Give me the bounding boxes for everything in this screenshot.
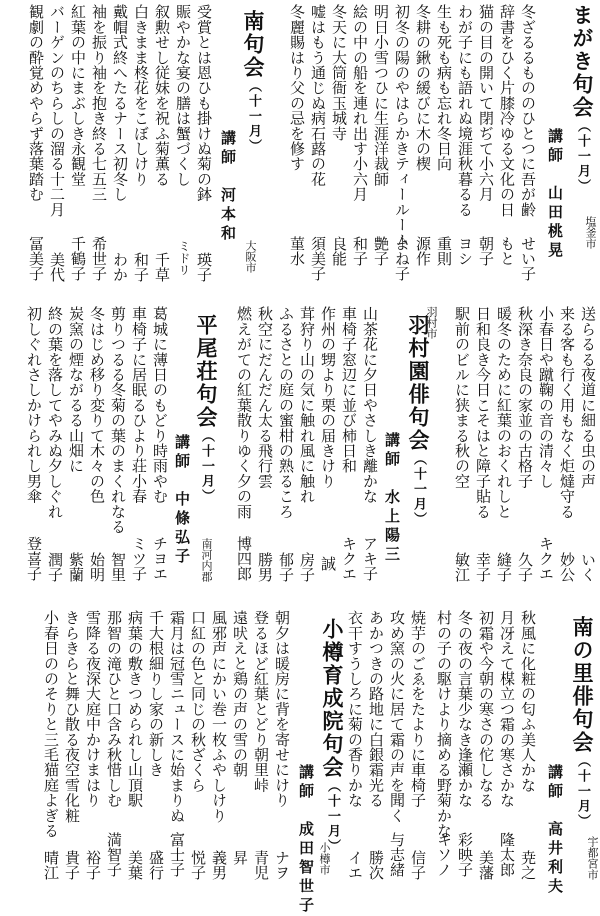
author-name: 重則 (435, 236, 453, 266)
author-name: 彩映子 (456, 832, 474, 877)
haiku-line: わが子にも語れぬ境涯秋暮るる (456, 4, 474, 217)
haiku-line: 衣干すうしろに菊の香りかな (346, 610, 364, 808)
author-name: 信子 (409, 850, 427, 880)
haiku-line: 遠吠えと鶏の声の雪の朝 (231, 610, 249, 778)
author-name: 敏江 (453, 552, 471, 582)
group-title: 羽村園俳句会（十一月） (406, 314, 430, 527)
author-name: ミドリ (177, 240, 191, 276)
haiku-line: 暖冬のために紅葉のおくれしと (495, 306, 513, 519)
haiku-line: 月冴えて楳立つ霜の寒さかな (498, 610, 516, 808)
group-title: 平尾荘句会（十一月） (194, 314, 218, 504)
haiku-line: 冬の夜の言葉少なき逢瀬かな (456, 610, 474, 808)
haiku-line: 猫の目の開いて閉ぢて小六月 (477, 4, 495, 202)
author-name: 昇 (231, 850, 249, 865)
haiku-line: 小春日や蹴鞠の音の清々し (537, 306, 555, 489)
haiku-line: 登るほど紅葉とどり朝里峠 (252, 610, 270, 793)
haiku-line: あかつきの路地に白銀霜光る (367, 610, 385, 808)
author-name: 裕子 (84, 850, 102, 880)
author-name: アキ子 (361, 536, 379, 581)
author-name: 幸子 (474, 552, 492, 582)
haiku-line: 冬麗賜はり父の忌を修す (288, 4, 306, 172)
haiku-line: 冬天に大筒衙玉城寺 (330, 4, 348, 141)
haiku-line: 小春日ののそりと三毛猫庭よぎる (42, 610, 60, 838)
haiku-line: 病葉の敷きつめられし山頂駅 (126, 610, 144, 808)
author-name: 妙公 (558, 552, 576, 582)
author-name: 盛行 (147, 850, 165, 880)
author-name: 和子 (351, 236, 369, 266)
haiku-line: 駅前のビルに狭まる秋の空 (453, 306, 471, 489)
author-name: わか (111, 252, 129, 282)
location: 大阪市 (244, 240, 257, 273)
haiku-line: 来る客も行く用もなく炬燵守る (558, 306, 576, 519)
author-name: 与志緒 (388, 832, 406, 877)
group-title: 小樽育成院句会（十一月） (320, 618, 344, 854)
author-name: 紫蘭 (67, 552, 85, 582)
haiku-line: 秋空にだんだん太る飛行雲 (256, 306, 274, 489)
haiku-line: 冬ざるるもののひとつに吾が齢 (519, 4, 537, 217)
author-name: 隆太郎 (498, 832, 516, 877)
location: 塩釜市 (584, 216, 597, 249)
haiku-line: 明日小雪つひに生涯洋裁師 (372, 4, 390, 187)
haiku-line: 作州の甥より栗の届きけり (319, 306, 337, 489)
author-name: 富士子 (168, 832, 186, 877)
author-name: 良能 (330, 236, 348, 266)
haiku-line: 風邪声にかい巻一枚ふやしけり (210, 610, 228, 823)
author-name: 千草 (153, 252, 171, 282)
haiku-line: 冬耕の鍬の緩びに木の楔 (414, 4, 432, 172)
haiku-line: 終の葉を落してやみぬ夕しぐれ (46, 306, 64, 519)
author-name: 房子 (298, 552, 316, 582)
author-name: 満智子 (105, 832, 123, 877)
author-name: キクエ (537, 536, 555, 581)
haiku-line: 村の子の駆けより摘める野菊かな (435, 610, 453, 838)
author-name: 源作 (414, 236, 432, 266)
author-name: よね子 (393, 236, 411, 281)
band-2 (0, 306, 600, 598)
haiku-line: 燃えがての紅葉散りゆく夕の雨 (235, 306, 253, 519)
haiku-line: 戴帽式終へたるナース初冬し (111, 4, 129, 202)
haiku-line: 攻め窯の火に居て霜の声を聞く (388, 610, 406, 823)
author-name: チヨエ (151, 536, 169, 581)
haiku-line: 千大根細りし家の新しき (147, 610, 165, 778)
haiku-line: 送らるる夜道に細る虫の声 (579, 306, 597, 489)
haiku-line: 袖を振り袖を抱き終る七五三 (90, 4, 108, 202)
author-name: 誠 (319, 556, 337, 571)
haiku-line: 炭窯の煙ながるる山畑に (67, 306, 85, 474)
haiku-line: 秋風に化粧の匂ふ美人かな (519, 610, 537, 793)
author-name: 義男 (210, 850, 228, 880)
lecturer: 講師 河本和 (219, 130, 237, 244)
author-name: ヨシ (456, 236, 474, 266)
haiku-line: 葛城に薄日のもどり時雨やむ (151, 306, 169, 504)
author-name: 晴江 (42, 850, 60, 880)
author-name: 勝次 (367, 850, 385, 880)
haiku-line: バーゲンのちらしの溜る十二月 (48, 4, 66, 217)
author-name: 須美子 (309, 236, 327, 281)
haiku-line: 口紅の色と同じの秋ざくら (189, 610, 207, 793)
author-name: 美葉 (126, 850, 144, 880)
band-3 (0, 610, 600, 916)
lecturer: 講師 水上陽三 (383, 432, 401, 565)
haiku-line: 茸狩り山の気に触れ風に触れ (298, 306, 316, 504)
author-name: 美代 (48, 252, 66, 282)
haiku-line: 日和良き今日こそはと障子貼る (474, 306, 492, 519)
haiku-line: 那智の滝ひと口含み秋惜しむ (105, 610, 123, 808)
haiku-line: 白きまま柊花をこぼしけり (132, 4, 150, 187)
author-name: 朝子 (477, 236, 495, 266)
location: 宇都宮市 (586, 836, 599, 880)
author-name: 縫子 (495, 552, 513, 582)
location: 小樽市 (318, 842, 331, 875)
location: 羽村市 (425, 306, 438, 339)
group-title: 南句会（十一月） (241, 10, 265, 154)
haiku-line: 冬はじめ移り変りて木々の色 (88, 306, 106, 504)
haiku-line: 秋深き奈良の家並の古格子 (516, 306, 534, 489)
author-name: キソノ (435, 832, 453, 877)
haiku-line: 剪りつるる冬菊の葉のまくれなる (109, 306, 127, 534)
haiku-line: 初しぐれさしかけられし男傘 (25, 306, 43, 504)
author-name: 冨美子 (27, 236, 45, 281)
author-name: 和子 (132, 252, 150, 282)
haiku-line: 辞書をひく片膝冷ゆる文化の日 (498, 4, 516, 217)
haiku-line: 生も死も病も忘れ冬日向 (435, 4, 453, 172)
author-name: ミツ子 (130, 536, 148, 581)
haiku-line: 紅葉の中にまぶしき永観堂 (69, 4, 87, 187)
haiku-line: 受賞とは恩ひも掛けぬ菊の鉢 (195, 4, 213, 202)
author-name: 美藩 (477, 850, 495, 880)
haiku-line: きらきらと舞ひ散る夜空雪化粧 (63, 610, 81, 823)
author-name: もと (498, 236, 516, 266)
haiku-line: 初冬の陽のやはらかきティールーム (393, 4, 411, 248)
author-name: 智里 (109, 552, 127, 582)
lecturer: 講師 中條弘子 (173, 434, 191, 567)
author-name: 始明 (88, 552, 106, 582)
author-name: 艶子 (372, 236, 390, 266)
author-name: 悦子 (189, 850, 207, 880)
haiku-line: 初霜や今朝の寒さの佗しなる (477, 610, 495, 808)
author-name: 青児 (252, 850, 270, 880)
haiku-line: 朝夕は暖房に背を寄せにけり (273, 610, 291, 808)
lecturer: 講師 高井利夫 (546, 764, 564, 897)
author-name: キクエ (340, 536, 358, 581)
author-name: 貴子 (63, 850, 81, 880)
author-name: いく (579, 552, 597, 582)
author-name: 千鶴子 (69, 236, 87, 281)
author-name: 菫水 (288, 236, 306, 266)
author-name: 勝男 (256, 552, 274, 582)
haiku-line: 叙勲せし従妹を祝ふ菊薫る (153, 4, 171, 187)
haiku-line: 絵の中の船を連れ出す小六月 (351, 4, 369, 202)
group-title: 南の里俳句会（十一月） (570, 616, 594, 829)
author-name: ナヲ (273, 850, 291, 880)
author-name: 瑛子 (195, 252, 213, 282)
group-title: まがき句会（十一月） (570, 4, 594, 194)
haiku-line: ふるさとの庭の蜜柑の熟るころ (277, 306, 295, 519)
author-name: 希世子 (90, 236, 108, 281)
author-name: 久子 (516, 552, 534, 582)
author-name: 登喜子 (25, 536, 43, 581)
haiku-line: 車椅子窓辺に並び柿日和 (340, 306, 358, 474)
haiku-line: 賑やかな宴の膳は蟹づくし (174, 4, 192, 187)
lecturer: 講師 山田桃晃 (546, 128, 564, 261)
author-name: 尭之 (519, 850, 537, 880)
band-1 (0, 4, 600, 300)
haiku-line: 嘘はもう通じぬ病石蕗の花 (309, 4, 327, 187)
lecturer: 講師 成田智世子 (297, 764, 315, 916)
haiku-line: 観劇の酔覚めやらず落葉踏む (27, 4, 45, 202)
author-name: 郁子 (277, 552, 295, 582)
author-name: イエ (346, 850, 364, 880)
haiku-line: 霜月は冠雪ニュースに始まりぬ (168, 610, 186, 823)
haiku-line: 雪降る夜深大庭中かけまはり (84, 610, 102, 808)
author-name: せい子 (519, 236, 537, 281)
author-name: 博四郎 (235, 536, 253, 581)
location: 南河内郡 (200, 538, 213, 582)
haiku-line: 山茶花に夕日やさしき離かな (361, 306, 379, 504)
haiku-line: 焼芋のごゑをたよりに車椅子 (409, 610, 427, 808)
author-name: 潤子 (46, 552, 64, 582)
haiku-line: 車椅子に居眠るひより荘小春 (130, 306, 148, 504)
